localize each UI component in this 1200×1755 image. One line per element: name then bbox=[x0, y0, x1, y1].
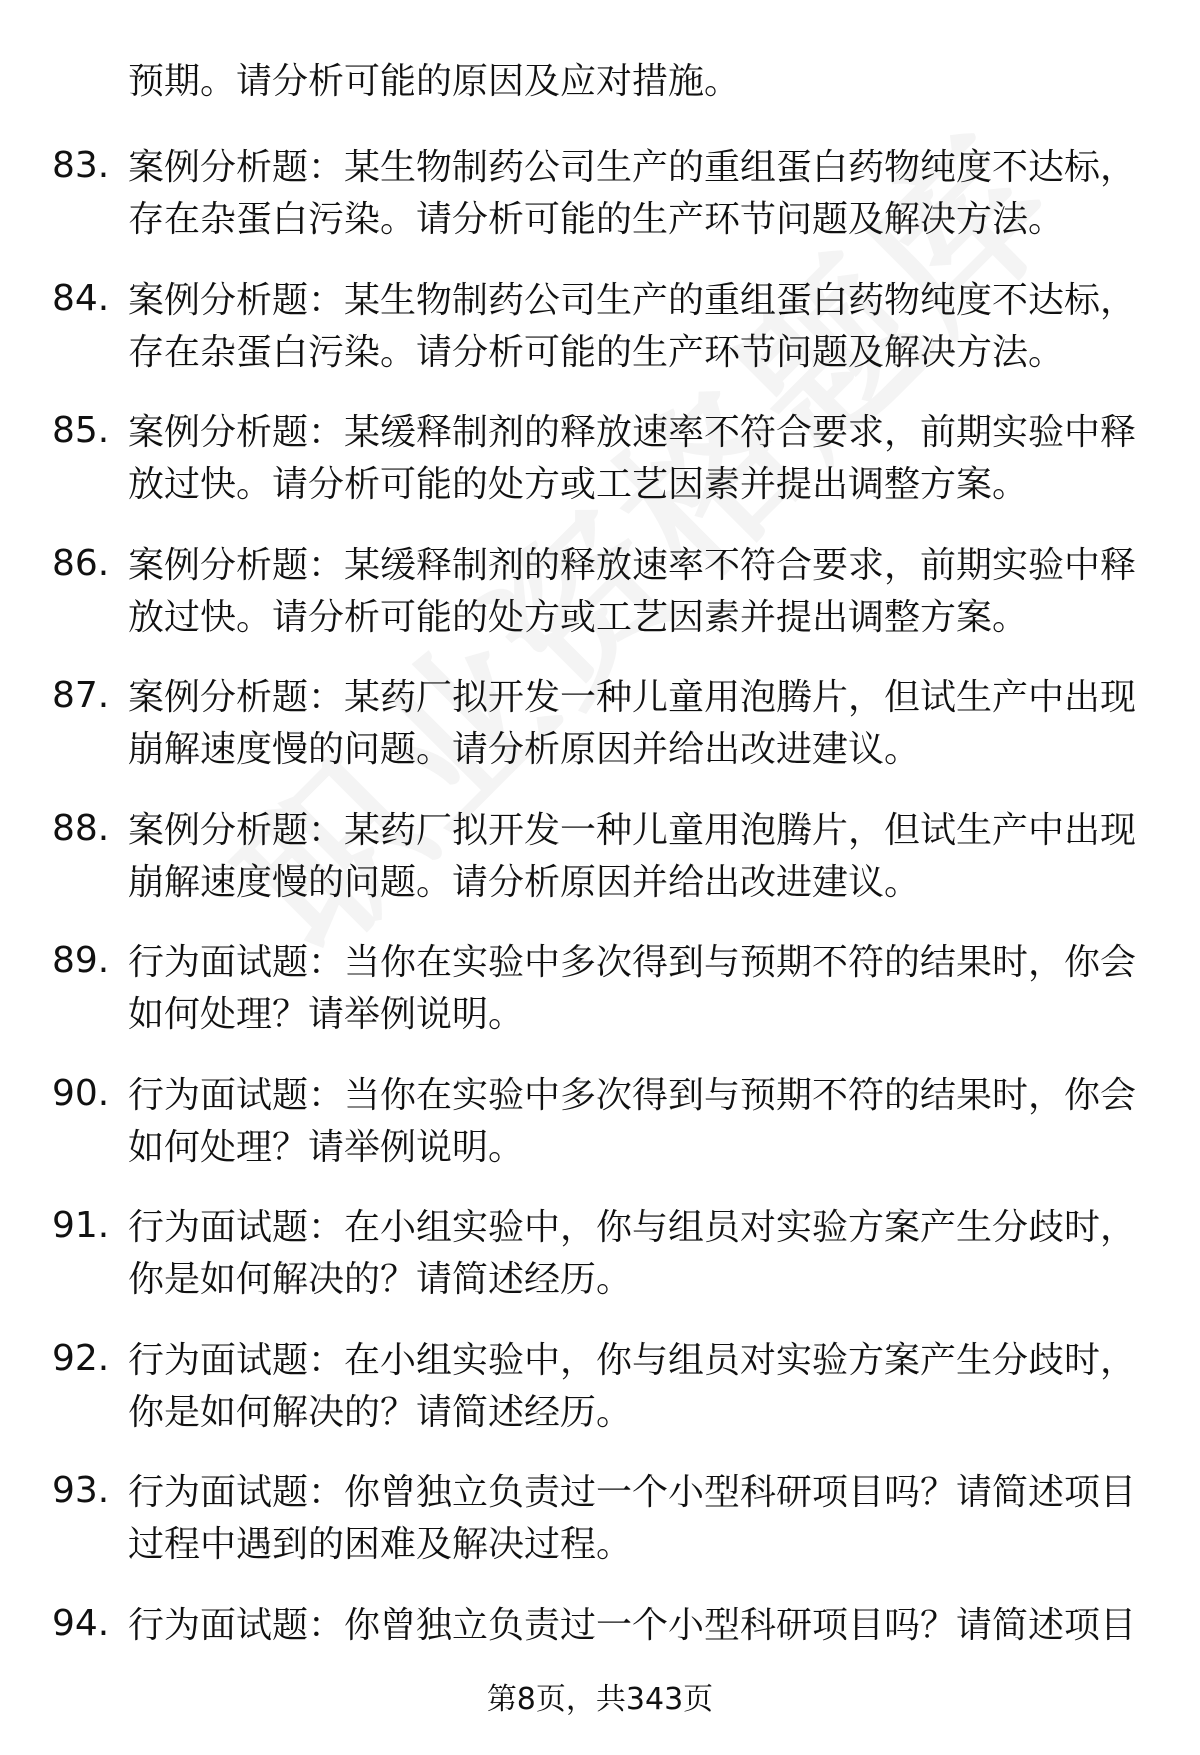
question-item bbox=[0, 540, 1200, 673]
page-number-footer: 第8页，共343页 bbox=[486, 1682, 714, 1717]
question-item bbox=[0, 142, 1200, 275]
question-text: 行为面试题：在小组实验中，你与组员对实验方案产生分歧时，你是如何解决的？请简述经历。 bbox=[128, 1339, 1137, 1433]
question-text: 案例分析题：某缓释制剂的释放速率不符合要求，前期实验中释放过快。请分析可能的处方或工艺因素并提出调整方案。 bbox=[128, 544, 1137, 638]
question-item bbox=[0, 937, 1200, 1070]
question-text: 案例分析题：某生物制药公司生产的重组蛋白药物纯度不达标，存在杂蛋白污染。请分析可能的生产环节问题及解决方法。 bbox=[128, 279, 1137, 373]
question-text: 行为面试题：你曾独立负责过一个小型科研项目吗？请简述项目过程中遇到的困难及解决过程。 bbox=[128, 1472, 1137, 1565]
question-text: 行为面试题：你曾独立负责过一个小型科研项目吗？请简述项目 bbox=[128, 1604, 1137, 1646]
question-text: 行为面试题：在小组实验中，你与组员对实验方案产生分歧时，你是如何解决的？请简述经历。 bbox=[128, 1207, 1137, 1300]
question-text: 行为面试题：当你在实验中多次得到与预期不符的结果时，你会如何处理？请举例说明。 bbox=[128, 942, 1137, 1035]
question-number: 87. bbox=[52, 675, 110, 716]
question-number: 93. bbox=[52, 1470, 110, 1511]
question-number: 84. bbox=[52, 277, 110, 319]
question-number: 90. bbox=[52, 1072, 110, 1114]
question-number: 92. bbox=[52, 1337, 110, 1379]
question-number: 94. bbox=[52, 1602, 110, 1644]
question-item bbox=[0, 805, 1200, 938]
question-number: 89. bbox=[52, 940, 110, 981]
question-text: 案例分析题：某药厂拟开发一种儿童用泡腾片，但试生产中出现崩解速度慢的问题。请分析原因并给出改进建议。 bbox=[128, 809, 1137, 903]
question-item bbox=[0, 672, 1200, 805]
question-text: 行为面试题：当你在实验中多次得到与预期不符的结果时，你会如何处理？请举例说明。 bbox=[128, 1074, 1137, 1168]
question-item bbox=[0, 1070, 1200, 1203]
question-number: 86. bbox=[52, 542, 110, 584]
question-list bbox=[0, 142, 1200, 1732]
continued-question-text: 预期。请分析可能的原因及应对措施。 bbox=[128, 61, 741, 102]
question-text: 案例分析题：某生物制药公司生产的重组蛋白药物纯度不达标，存在杂蛋白污染。请分析可能的生产环节问题及解决方法。 bbox=[128, 147, 1137, 240]
question-number: 85. bbox=[52, 410, 110, 451]
question-number: 91. bbox=[52, 1205, 110, 1246]
question-item bbox=[0, 275, 1200, 408]
question-item bbox=[0, 1467, 1200, 1600]
question-text: 案例分析题：某缓释制剂的释放速率不符合要求，前期实验中释放过快。请分析可能的处方或工艺因素并提出调整方案。 bbox=[128, 412, 1137, 505]
question-text: 案例分析题：某药厂拟开发一种儿童用泡腾片，但试生产中出现崩解速度慢的问题。请分析原因并给出改进建议。 bbox=[128, 677, 1137, 770]
question-number: 83. bbox=[52, 145, 110, 186]
question-item bbox=[0, 1335, 1200, 1468]
question-item bbox=[0, 407, 1200, 540]
question-number: 88. bbox=[52, 807, 110, 849]
question-item bbox=[0, 1202, 1200, 1335]
